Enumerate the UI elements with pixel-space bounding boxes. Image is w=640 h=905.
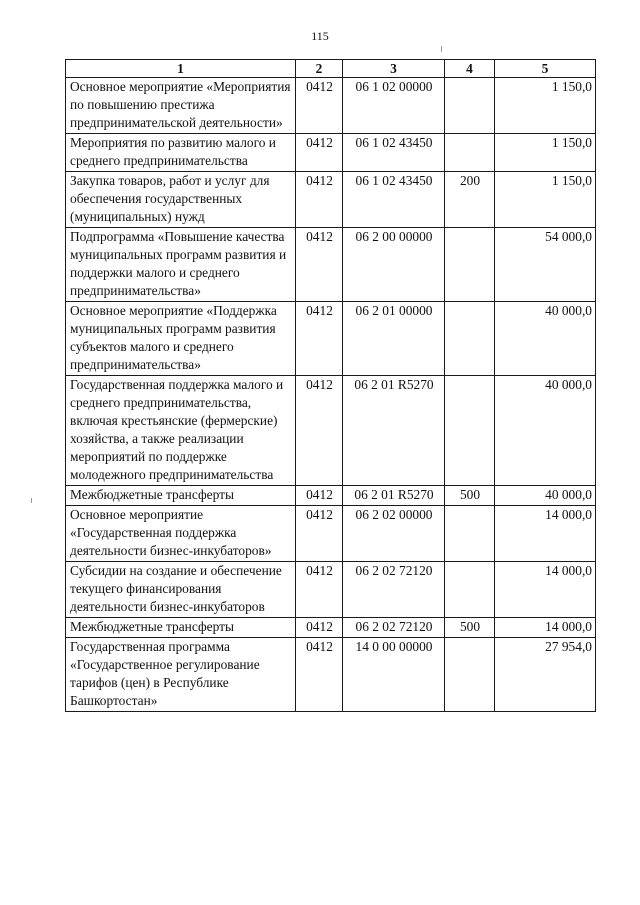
amount-cell: 40 000,0 [495, 376, 596, 486]
section-code-cell: 0412 [296, 618, 343, 638]
table-header-row [66, 60, 596, 78]
amount-cell: 40 000,0 [495, 302, 596, 376]
row-name-cell: Субсидии на создание и обеспечение текущего финансирования деятельности бизнес-инкубаторов [66, 562, 296, 618]
row-name-cell: Государственная поддержка малого и среднего предпринимательства, включая крестьянские (фермерские) хозяйства, а также реализации мероприятий по поддержке молодежного предпринимательства [66, 376, 296, 486]
target-article-cell: 06 2 01 R5270 [343, 486, 445, 506]
section-code-cell: 0412 [296, 134, 343, 172]
target-article-cell: 06 2 02 72120 [343, 618, 445, 638]
expense-type-cell [445, 506, 495, 562]
target-article-cell: 06 2 00 00000 [343, 228, 445, 302]
target-article-cell: 06 1 02 43450 [343, 134, 445, 172]
amount-cell: 14 000,0 [495, 618, 596, 638]
expense-type-cell [445, 638, 495, 712]
expense-type-cell [445, 78, 495, 134]
table-row [66, 486, 596, 506]
scan-mark [31, 498, 32, 503]
row-name-cell: Основное мероприятие «Поддержка муниципальных программ развития субъектов малого и среднего предпринимательства» [66, 302, 296, 376]
row-name-cell: Основное мероприятие «Мероприятия по повышению престижа предпринимательской деятельности» [66, 78, 296, 134]
amount-cell: 40 000,0 [495, 486, 596, 506]
target-article-cell: 14 0 00 00000 [343, 638, 445, 712]
table-row [66, 638, 596, 712]
row-name-cell: Закупка товаров, работ и услуг для обеспечения государственных (муниципальных) нужд [66, 172, 296, 228]
row-name-cell: Государственная программа «Государственное регулирование тарифов (цен) в Республике Башкортостан» [66, 638, 296, 712]
target-article-cell: 06 1 02 43450 [343, 172, 445, 228]
row-name-cell: Основное мероприятие «Государственная поддержка деятельности бизнес-инкубаторов» [66, 506, 296, 562]
target-article-cell: 06 2 01 R5270 [343, 376, 445, 486]
column-header: 2 [296, 60, 343, 78]
expense-type-cell [445, 134, 495, 172]
expense-type-cell: 200 [445, 172, 495, 228]
row-name-cell: Мероприятия по развитию малого и среднего предпринимательства [66, 134, 296, 172]
row-name-cell: Межбюджетные трансферты [66, 618, 296, 638]
section-code-cell: 0412 [296, 78, 343, 134]
section-code-cell: 0412 [296, 172, 343, 228]
column-header: 5 [495, 60, 596, 78]
page-number: 115 [311, 29, 329, 43]
amount-cell: 54 000,0 [495, 228, 596, 302]
budget-table [65, 59, 596, 712]
table-row [66, 562, 596, 618]
table-row [66, 172, 596, 228]
amount-cell: 14 000,0 [495, 506, 596, 562]
section-code-cell: 0412 [296, 228, 343, 302]
amount-cell: 1 150,0 [495, 134, 596, 172]
amount-cell: 1 150,0 [495, 172, 596, 228]
amount-cell: 1 150,0 [495, 78, 596, 134]
row-name-cell: Межбюджетные трансферты [66, 486, 296, 506]
expense-type-cell [445, 302, 495, 376]
amount-cell: 27 954,0 [495, 638, 596, 712]
column-header: 1 [66, 60, 296, 78]
expense-type-cell: 500 [445, 618, 495, 638]
table-row [66, 618, 596, 638]
target-article-cell: 06 2 02 00000 [343, 506, 445, 562]
target-article-cell: 06 2 01 00000 [343, 302, 445, 376]
section-code-cell: 0412 [296, 638, 343, 712]
section-code-cell: 0412 [296, 486, 343, 506]
table-row [66, 506, 596, 562]
amount-cell: 14 000,0 [495, 562, 596, 618]
table-row [66, 228, 596, 302]
table-row [66, 78, 596, 134]
table-row [66, 376, 596, 486]
scan-mark [441, 46, 442, 52]
section-code-cell: 0412 [296, 376, 343, 486]
expense-type-cell [445, 376, 495, 486]
section-code-cell: 0412 [296, 302, 343, 376]
table-body [66, 78, 596, 712]
table-row [66, 134, 596, 172]
expense-type-cell [445, 228, 495, 302]
target-article-cell: 06 1 02 00000 [343, 78, 445, 134]
table-row [66, 302, 596, 376]
row-name-cell: Подпрограмма «Повышение качества муниципальных программ развития и поддержки малого и среднего предпринимательства» [66, 228, 296, 302]
column-header: 4 [445, 60, 495, 78]
expense-type-cell [445, 562, 495, 618]
column-header: 3 [343, 60, 445, 78]
target-article-cell: 06 2 02 72120 [343, 562, 445, 618]
section-code-cell: 0412 [296, 562, 343, 618]
section-code-cell: 0412 [296, 506, 343, 562]
expense-type-cell: 500 [445, 486, 495, 506]
